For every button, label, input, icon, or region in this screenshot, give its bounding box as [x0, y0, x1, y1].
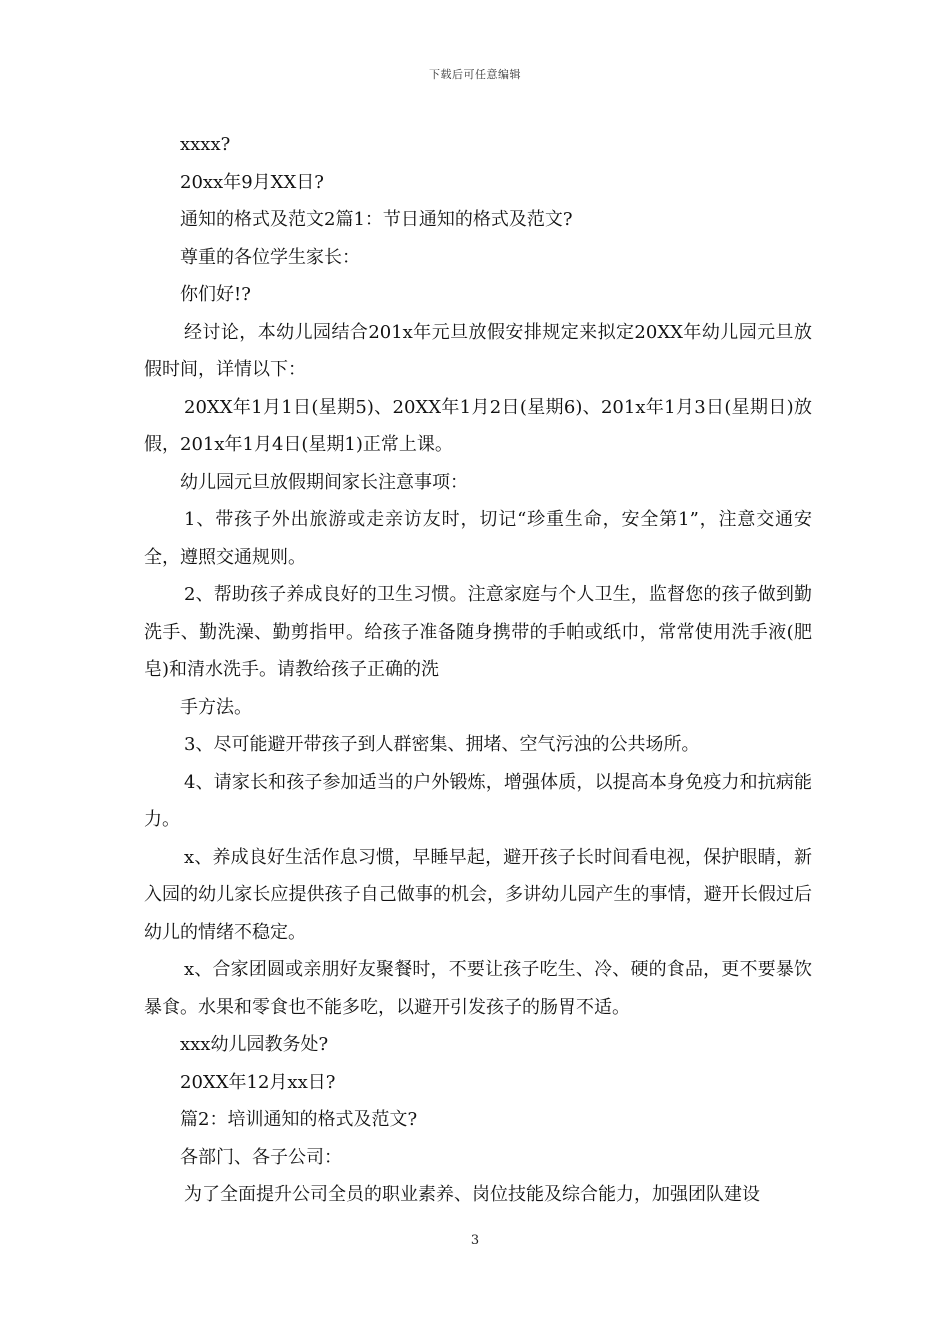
paragraph: 4、请家长和孩子参加适当的户外锻炼，增强体质，以提高本身免疫力和抗病能力。 [144, 771, 812, 830]
paragraph: 3、尽可能避开带孩子到人群密集、拥堵、空气污浊的公共场所。 [184, 734, 700, 755]
paragraph: 篇2：培训通知的格式及范文? [180, 1109, 418, 1130]
paragraph: 手方法。 [180, 696, 252, 718]
paragraph: xxx幼儿园教务处? [180, 1034, 329, 1055]
paragraph: xxxx? [180, 134, 231, 155]
paragraph: 经讨论，本幼儿园结合201x年元旦放假安排规定来拟定20XX年幼儿园元旦放假时间，详情以下： [144, 321, 812, 380]
paragraph: 20XX年12月xx日? [180, 1071, 336, 1093]
paragraph: 幼儿园元旦放假期间家长注意事项： [180, 471, 468, 493]
paragraph: 你们好!? [180, 284, 251, 305]
paragraph: 20XX年1月1日(星期5)、20XX年1月2日(星期6)、201x年1月3日(星期日)放假，201x年1月4日(星期1)正常上课。 [144, 396, 812, 455]
page-header: 下载后可任意编辑 [429, 68, 521, 81]
paragraph: 20xx年9月XX日? [180, 171, 324, 193]
page-number: 3 [470, 1233, 480, 1248]
paragraph: 各部门、各子公司： [180, 1146, 342, 1168]
document-body [144, 126, 812, 1214]
paragraph: x、合家团圆或亲朋好友聚餐时，不要让孩子吃生、冷、硬的食品，更不要暴饮暴食。水果和零食也不能多吃，以避开引发孩子的肠胃不适。 [144, 959, 812, 1018]
paragraph: 通知的格式及范文2篇1：节日通知的格式及范文? [180, 209, 573, 230]
paragraph: 尊重的各位学生家长： [180, 246, 360, 268]
paragraph: 为了全面提升公司全员的职业素养、岗位技能及综合能力，加强团队建设 [184, 1184, 760, 1205]
paragraph: x、养成良好生活作息习惯，早睡早起，避开孩子长时间看电视，保护眼睛，新入园的幼儿家长应提供孩子自己做事的机会，多讲幼儿园产生的事情，避开长假过后幼儿的情绪不稳定。 [144, 846, 812, 943]
paragraph: 2、帮助孩子养成良好的卫生习惯。注意家庭与个人卫生，监督您的孩子做到勤洗手、勤洗澡、勤剪指甲。给孩子准备随身携带的手帕或纸巾，常常使用洗手液(肥皂)和清水洗手。请教给孩子正确的洗 [144, 584, 812, 680]
paragraph: 1、带孩子外出旅游或走亲访友时，切记“珍重生命，安全第1”，注意交通安全，遵照交通规则。 [144, 509, 812, 568]
